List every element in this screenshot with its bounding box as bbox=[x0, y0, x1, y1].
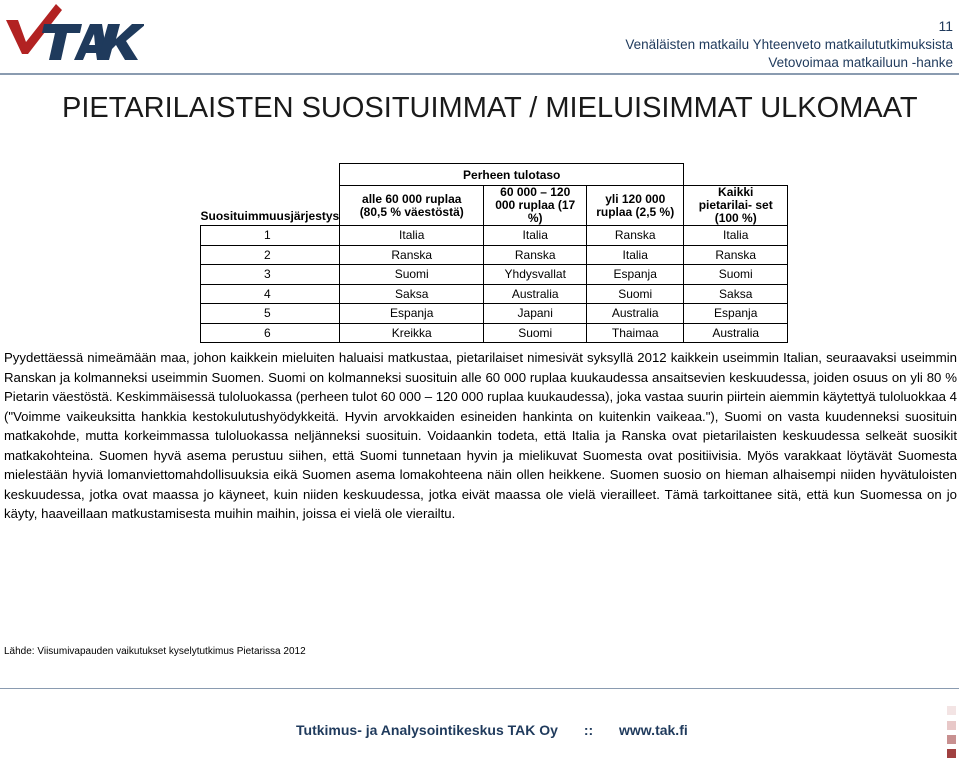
table-cell: Italia bbox=[587, 245, 684, 265]
table-cell: Italia bbox=[340, 226, 484, 246]
square-icon bbox=[947, 706, 956, 715]
rank-cell: 5 bbox=[201, 304, 340, 324]
source-note: Lähde: Viisumivapauden vaikutukset kyselytutkimus Pietarissa 2012 bbox=[4, 646, 306, 657]
table-cell: Kreikka bbox=[340, 323, 484, 343]
table-cell: Saksa bbox=[684, 284, 788, 304]
rank-cell: 2 bbox=[201, 245, 340, 265]
table-cell: Espanja bbox=[684, 304, 788, 324]
table-cell: Saksa bbox=[340, 284, 484, 304]
table-cell: Ranska bbox=[684, 245, 788, 265]
table-cell: Yhdysvallat bbox=[484, 265, 587, 285]
rank-cell: 6 bbox=[201, 323, 340, 343]
table-cell: Suomi bbox=[484, 323, 587, 343]
tak-logo bbox=[4, 2, 144, 64]
preference-table bbox=[200, 163, 788, 343]
table-cell: Australia bbox=[484, 284, 587, 304]
table-cell: Ranska bbox=[340, 245, 484, 265]
footer-org: Tutkimus- ja Analysointikeskus TAK Oy bbox=[296, 722, 558, 738]
table-row bbox=[201, 226, 788, 246]
table-row bbox=[201, 245, 788, 265]
footer-divider bbox=[0, 688, 959, 689]
table-row bbox=[201, 284, 788, 304]
square-icon bbox=[947, 735, 956, 744]
col-header-mid-income: 60 000 – 120 000 ruplaa (17 %) bbox=[484, 186, 587, 226]
rank-cell: 1 bbox=[201, 226, 340, 246]
table-cell: Suomi bbox=[340, 265, 484, 285]
footer-url[interactable]: www.tak.fi bbox=[619, 722, 688, 738]
body-paragraph: Pyydettäessä nimeämään maa, johon kaikkein mieluiten haluaisi matkustaa, pietarilaiset nimesivät syksyllä 2012 kaikkein useimmin Italian, seuraavaksi useimmin Ranskan ja kolmanneksi useimmin Suomen. Suomi on kolmanneksi suosituin alle 60 000 ruplaa kuukaudessa ansaitsevien keskuudessa, joiden osuus on yli 80 % Pietarin väestöstä. Keskimmäisessä tuloluokassa (perheen tulot 60 000 – 120 000 ruplaa kuukaudessa), joka vastaa suurin piirtein aiemmin käytettyä tuloluokkaa 4 ("Voimme vaikeuksitta hankkia kestokulutushyödykkeitä. Hyvin arvokkaiden esineiden hankinta on kuitenkin vaikeaa."), Suomi on vasta kuudenneksi suosituin matkakohde, mutta korkeimmassa tuloluokassa neljänneksi suosituin. Voidaankin todeta, että Italia ja Ranska ovat pietarilaisten keskuudessa selkeät suosikit matkakohteina. Suomen hyvä asema perustuu siihen, että Suomi tunnetaan hyvin ja mielikuvat Suomesta ovat positiivisia. Myös varakkaat löytävät Suomesta mielestään hyviä lomanviettomahdollisuuksia eikä Suomen asema lomakohteena näin ollen heikkene. Suomen suosio on hieman alhaisempi niiden hyvätuloisten keskuudessa, jotka ovat maassa jo käyneet, kuin niiden keskuudessa, jotka eivät maassa ole vielä vierailleet. Tämä tarkoittanee sitä, että kun Suomessa on jo käyty, haaveillaan matkustamisesta muihin maihin, joissa ei vielä ole vierailtu. bbox=[4, 350, 957, 521]
table-cell: Italia bbox=[484, 226, 587, 246]
col-header-low-income: alle 60 000 ruplaa (80,5 % väestöstä) bbox=[340, 186, 484, 226]
decorative-squares bbox=[940, 706, 956, 758]
table-cell: Thaimaa bbox=[587, 323, 684, 343]
header-subtitle-2: Vetovoimaa matkailuun -hanke bbox=[768, 55, 953, 70]
footer-separator: :: bbox=[583, 722, 594, 738]
logo-letter-t bbox=[42, 24, 82, 60]
page-title: PIETARILAISTEN SUOSITUIMMAT / MIELUISIMMAT ULKOMAAT bbox=[62, 92, 918, 124]
footer bbox=[296, 722, 688, 738]
col-header-all: Kaikki pietarilai- set (100 %) bbox=[684, 186, 788, 226]
table-cell: Japani bbox=[484, 304, 587, 324]
table-cell: Australia bbox=[684, 323, 788, 343]
header-divider bbox=[0, 73, 959, 75]
page-number: 11 bbox=[938, 18, 953, 34]
table-cell: Espanja bbox=[340, 304, 484, 324]
logo-letter-k bbox=[98, 24, 144, 60]
income-group-header: Perheen tulotaso bbox=[340, 164, 684, 186]
rank-cell: 3 bbox=[201, 265, 340, 285]
table-cell: Suomi bbox=[684, 265, 788, 285]
rank-header: Suosituimmuusjärjestys bbox=[201, 186, 340, 226]
table-cell: Espanja bbox=[587, 265, 684, 285]
header-subtitle-1: Venäläisten matkailu Yhteenveto matkailututkimuksista bbox=[625, 37, 953, 52]
table-cell: Ranska bbox=[587, 226, 684, 246]
col-header-high-income: yli 120 000 ruplaa (2,5 %) bbox=[587, 186, 684, 226]
rank-cell: 4 bbox=[201, 284, 340, 304]
square-icon bbox=[947, 721, 956, 730]
table-row bbox=[201, 323, 788, 343]
table-row bbox=[201, 265, 788, 285]
table-cell: Australia bbox=[587, 304, 684, 324]
logo-text: TAK bbox=[4, 2, 6, 3]
table-cell: Italia bbox=[684, 226, 788, 246]
table-cell: Ranska bbox=[484, 245, 587, 265]
table-row bbox=[201, 304, 788, 324]
square-icon bbox=[947, 749, 956, 758]
table-cell: Suomi bbox=[587, 284, 684, 304]
